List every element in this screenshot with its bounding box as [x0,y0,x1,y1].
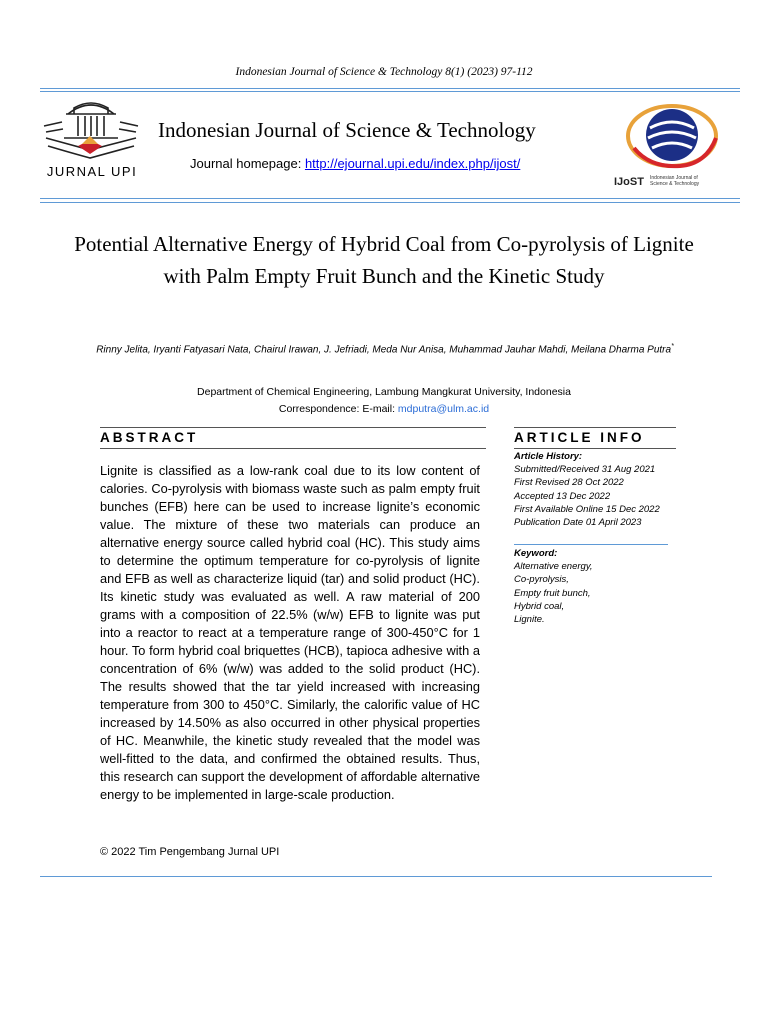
history-item: Publication Date 01 April 2023 [514,517,642,529]
keyword-item: Alternative energy, [514,561,593,573]
ijost-fullname-line1: Indonesian Journal of [650,175,698,181]
correspondence [0,401,768,418]
affiliation: Department of Chemical Engineering, Lambung Mangkurat University, Indonesia [197,386,571,398]
history-item: First Available Online 15 Dec 2022 [514,503,660,515]
ijost-logo [610,98,734,192]
copyright-notice: © 2022 Tim Pengembang Jurnal UPI [100,846,280,858]
author-list [90,338,680,358]
abstract-heading-label: ABSTRACT [100,430,199,445]
header-rule-top-2 [40,91,740,92]
ijost-abbrev: IJoST [614,176,644,188]
abstract-text: Lignite is classified as a low-rank coal due to its low content of calories. Co-pyrolysis with biomass waste such as palm empty fruit bunches (EFB) here can be used to increase lignite’s economic value. The mixture of these two materials can produce an alternative energy source called hybrid coal (HC). This study aims to determine the optimum temperature for co-pyrolysis of lignite and EFB as well as characterize liquid (tar) and solid product (HC). Its kinetic study was evaluated as well. A raw material of 200 grams with a composition of 22.5% (w/w) EFB to lignite was put into a reactor to react at a temperature range of 300-450°C for 1 hour. To form hybrid coal briquettes (HCB), tapioca adhesive with a concentration of 6% (w/w) was added to the solid product (HC). The results showed that the tar yield increased with increasing temperature from 300 to 450°C. Similarly, the calorific value of HC increased by 14.50% as also occurred in other physical properties of HC. Meanwhile, the kinetic study revealed that the model was well-fitted to the data, and confirmed the obtained results. Thus, this research can support the development of affordable alternative energy to be implemented in large-scale production. [100,463,480,802]
footer-rule [40,876,712,877]
article-info-heading [514,427,676,449]
homepage-label: Journal homepage: [190,156,302,171]
history-item: First Revised 28 Oct 2022 [514,477,624,489]
article-info-heading-label: ARTICLE INFO [514,430,645,445]
corresponding-author-mark: * [671,343,674,350]
article-info-divider [514,544,668,545]
keyword-item: Lignite. [514,614,545,626]
correspondence-email[interactable]: mdputra@ulm.ac.id [397,403,490,415]
article-history-label: Article History: [514,451,583,462]
journal-name: Indonesian Journal of Science & Technology [158,118,536,142]
ijost-fullname-line2: Science & Technology [650,181,700,187]
article-history [514,450,684,529]
history-item: Accepted 13 Dec 2022 [514,490,611,502]
keyword-item: Empty fruit bunch, [514,587,591,599]
journal-homepage [190,156,520,171]
header-rule-bottom-2 [40,202,740,203]
article-title: Potential Alternative Energy of Hybrid Coal from Co-pyrolysis of Lignite with Palm Empty Fruit Bunch and the Kinetic Study [74,232,694,288]
keyword-label: Keyword: [514,548,558,559]
header-rule-bottom [40,198,740,199]
jurnal-upi-label: JURNAL UPI [46,164,138,179]
correspondence-label: Correspondence: E-mail: [278,403,395,415]
jurnal-upi-logo [38,92,144,186]
keyword-item: Hybrid coal, [514,600,565,612]
homepage-link[interactable]: http://ejournal.upi.edu/index.php/ijost/ [304,156,521,171]
history-item: Submitted/Received 31 Aug 2021 [514,464,656,476]
keywords [514,547,684,626]
keyword-item: Co-pyrolysis, [514,574,569,586]
ijost-fullname [650,175,699,187]
authors-text: Rinny Jelita, Iryanti Fatyasari Nata, Chairul Irawan, J. Jefriadi, Meda Nur Anisa, Muhammad Jauhar Mahdi, Meilana Dharma Putra [96,344,672,356]
running-head: Indonesian Journal of Science & Technology 8(1) (2023) 97-112 [235,66,533,78]
affiliation-block [0,384,768,418]
abstract-heading [100,427,486,449]
header-rule-top [40,88,740,89]
